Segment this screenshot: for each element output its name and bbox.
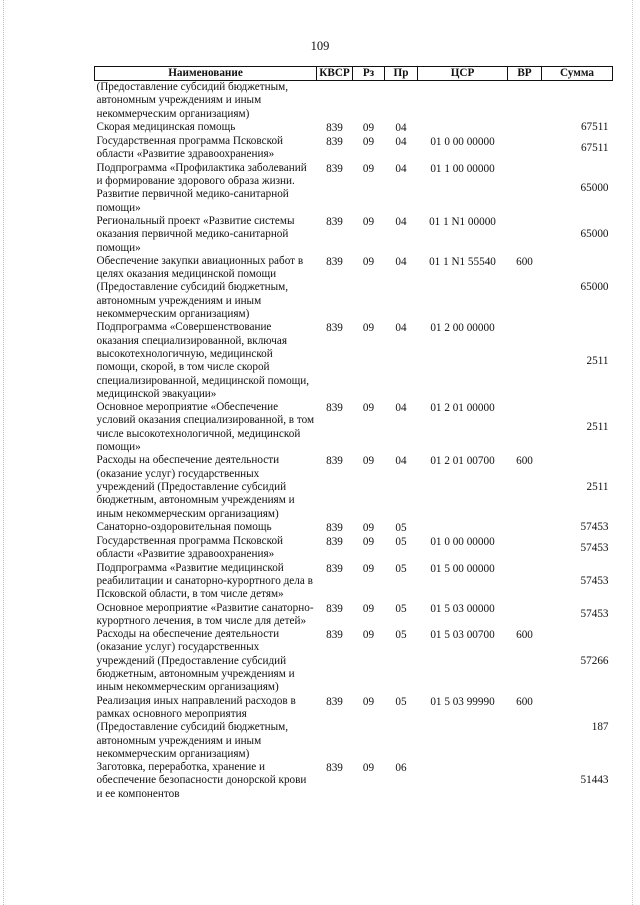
row-kvsr: 839 xyxy=(326,521,343,534)
row-rz: 09 xyxy=(362,322,375,335)
row-csr: 01 1 00 00000 xyxy=(430,162,495,175)
row-csr xyxy=(418,761,508,801)
row-rz: 09 xyxy=(362,521,375,534)
table-row xyxy=(95,135,613,162)
scan-edge-left xyxy=(3,0,5,905)
row-vr xyxy=(508,121,542,135)
row-rz: 09 xyxy=(362,136,375,149)
table-header xyxy=(95,67,613,81)
row-name: Основное мероприятие «Обеспечение условий оказания специализированной, в том числе высокотехнологичной, медицинской помощи» xyxy=(96,401,315,454)
row-kvsr: 839 xyxy=(326,215,343,228)
row-csr: 01 5 00 00000 xyxy=(430,562,495,575)
row-kvsr: 839 xyxy=(326,136,343,149)
row-vr xyxy=(508,602,542,629)
row-sum: 65000 xyxy=(580,228,609,241)
row-rz xyxy=(353,81,385,121)
table-row xyxy=(95,81,613,121)
row-pr: 04 xyxy=(395,455,407,468)
row-rz: 09 xyxy=(362,255,375,268)
row-pr: 05 xyxy=(395,602,407,615)
row-vr: 600 xyxy=(516,695,533,708)
row-name: Расходы на обеспечение деятельности (оказание услуг) государственных учреждений (Предоставление субсидий бюджетным, автономным учреждениям и иным некоммерческим организациям) xyxy=(96,628,295,694)
row-sum: 65000 xyxy=(580,181,609,194)
row-pr: 05 xyxy=(395,562,407,575)
row-name: Обеспечение закупки авиационных работ в целях оказания медицинской помощи (Предоставление субсидий бюджетным, автономным учреждениям и иным некоммерческим организациям) xyxy=(96,254,304,321)
row-kvsr: 839 xyxy=(326,762,343,775)
row-csr xyxy=(418,81,508,121)
row-rz: 09 xyxy=(362,215,375,228)
row-kvsr: 839 xyxy=(326,695,343,708)
row-vr xyxy=(508,215,542,255)
table-row xyxy=(95,521,613,535)
row-vr xyxy=(508,321,542,401)
row-pr: 04 xyxy=(395,136,407,149)
row-sum: 2511 xyxy=(586,480,609,493)
table-row xyxy=(95,454,613,520)
row-rz: 09 xyxy=(362,602,375,615)
header-sum: Сумма xyxy=(542,67,613,81)
row-csr: 01 2 01 00700 xyxy=(430,455,495,468)
row-csr: 01 1 N1 55540 xyxy=(429,255,496,268)
row-vr xyxy=(508,761,542,801)
row-csr: 01 0 00 00000 xyxy=(430,536,495,549)
row-pr: 05 xyxy=(395,536,407,549)
row-vr xyxy=(508,521,542,535)
table-row xyxy=(95,121,613,135)
row-name: Подпрограмма «Профилактика заболеваний и формирование здорового образа жизни. Развитие первичной медико-санитарной помощи» xyxy=(96,161,307,214)
row-name: Подпрограмма «Совершенствование оказания специализированной, включая высокотехнологичную, медицинской помощи, скорой, в том числе скорой специализированной, медицинской помощи, медицинской эвакуации» xyxy=(96,321,310,400)
header-kvsr: КВСР xyxy=(317,67,353,81)
row-vr xyxy=(508,401,542,454)
row-name: Подпрограмма «Развитие медицинской реабилитации и санаторно-курортного дела в Псковской области, в том числе детям» xyxy=(96,561,313,601)
row-sum: 57266 xyxy=(580,654,609,667)
row-kvsr: 839 xyxy=(326,121,343,134)
row-sum: 67511 xyxy=(580,141,609,154)
row-csr: 01 2 01 00000 xyxy=(430,402,495,415)
row-sum: 57453 xyxy=(580,574,609,587)
row-kvsr xyxy=(317,81,353,121)
row-vr xyxy=(508,162,542,215)
row-csr: 01 2 00 00000 xyxy=(430,322,495,335)
row-name: Региональный проект «Развитие системы оказания первичной медико-санитарной помощи» xyxy=(96,214,295,254)
row-pr: 04 xyxy=(395,162,407,175)
row-vr xyxy=(508,562,542,602)
row-sum: 2511 xyxy=(586,354,609,367)
row-kvsr: 839 xyxy=(326,402,343,415)
row-pr: 04 xyxy=(395,402,407,415)
table-row xyxy=(95,562,613,602)
row-pr: 04 xyxy=(395,215,407,228)
row-rz: 09 xyxy=(362,762,375,775)
row-sum: 187 xyxy=(591,721,609,734)
row-name: Заготовка, переработка, хранение и обеспечение безопасности донорской крови и ее компонентов xyxy=(96,761,307,800)
row-pr xyxy=(385,81,418,121)
row-rz: 09 xyxy=(362,402,375,415)
row-csr xyxy=(418,121,508,135)
header-csr: ЦСР xyxy=(418,67,508,81)
row-vr xyxy=(508,135,542,162)
row-vr xyxy=(508,81,542,121)
row-name: Государственная программа Псковской области «Развитие здравоохранения» xyxy=(96,135,284,161)
table-row xyxy=(95,321,613,401)
header-vr: ВР xyxy=(508,67,542,81)
row-name: (Предоставление субсидий бюджетным, автономным учреждениям и иным некоммерческим организациям) xyxy=(96,81,289,120)
row-sum: 57453 xyxy=(580,608,609,621)
row-pr: 05 xyxy=(395,521,407,534)
row-name: Санаторно-оздоровительная помощь xyxy=(96,520,272,533)
table-row xyxy=(95,602,613,629)
row-kvsr: 839 xyxy=(326,629,343,642)
row-vr: 600 xyxy=(516,455,533,468)
row-rz: 09 xyxy=(362,455,375,468)
row-rz: 09 xyxy=(362,162,375,175)
row-sum: 2511 xyxy=(586,421,609,434)
row-sum: 57453 xyxy=(580,521,609,534)
table-row xyxy=(95,401,613,454)
row-name: Государственная программа Псковской области «Развитие здравоохранения» xyxy=(96,535,284,561)
row-pr: 06 xyxy=(395,762,407,775)
table-row xyxy=(95,695,613,761)
budget-table xyxy=(94,66,613,801)
row-kvsr: 839 xyxy=(326,162,343,175)
page-number: 109 xyxy=(310,39,330,53)
row-csr: 01 0 00 00000 xyxy=(430,136,495,149)
row-kvsr: 839 xyxy=(326,255,343,268)
row-sum: 65000 xyxy=(580,281,609,294)
table-row xyxy=(95,628,613,694)
row-sum: 67511 xyxy=(580,121,609,134)
row-pr: 04 xyxy=(395,121,407,134)
row-csr: 01 5 03 00700 xyxy=(430,629,495,642)
header-pr: Пр xyxy=(385,67,418,81)
row-kvsr: 839 xyxy=(326,322,343,335)
scan-edge-right xyxy=(632,0,634,905)
row-csr: 01 1 N1 00000 xyxy=(429,215,496,228)
row-rz: 09 xyxy=(362,562,375,575)
row-pr: 04 xyxy=(395,322,407,335)
table-row xyxy=(95,162,613,215)
row-kvsr: 839 xyxy=(326,455,343,468)
row-vr: 600 xyxy=(516,255,533,268)
row-pr: 04 xyxy=(395,255,407,268)
row-vr: 600 xyxy=(516,629,533,642)
row-kvsr: 839 xyxy=(326,536,343,549)
row-rz: 09 xyxy=(362,536,375,549)
row-sum: 57453 xyxy=(580,541,609,554)
row-csr xyxy=(418,521,508,535)
row-vr xyxy=(508,535,542,562)
header-name: Наименование xyxy=(95,67,317,81)
row-pr: 05 xyxy=(395,629,407,642)
row-sum: 51443 xyxy=(580,774,609,787)
row-rz: 09 xyxy=(362,121,375,134)
table-row xyxy=(95,215,613,255)
row-name: Реализация иных направлений расходов в рамках основного мероприятия (Предоставление субсидий бюджетным, автономным учреждениям и иным некоммерческим организациям) xyxy=(96,694,296,760)
row-name: Скорая медицинская помощь xyxy=(96,120,236,133)
row-csr: 01 5 03 00000 xyxy=(430,602,495,615)
header-rz: Рз xyxy=(353,67,385,81)
row-kvsr: 839 xyxy=(326,562,343,575)
row-name: Основное мероприятие «Развитие санаторно-курортного лечения, в том числе для детей» xyxy=(96,601,314,627)
row-csr: 01 5 03 99990 xyxy=(430,695,495,708)
row-name: Расходы на обеспечение деятельности (оказание услуг) государственных учреждений (Предоставление субсидий бюджетным, автономным учреждениям и иным некоммерческим организациям) xyxy=(96,454,295,520)
table-row xyxy=(95,255,613,321)
row-kvsr: 839 xyxy=(326,602,343,615)
row-rz: 09 xyxy=(362,695,375,708)
row-pr: 05 xyxy=(395,695,407,708)
row-sum xyxy=(542,81,613,121)
row-rz: 09 xyxy=(362,629,375,642)
table-body xyxy=(95,81,613,802)
table-row xyxy=(95,535,613,562)
table-row xyxy=(95,761,613,801)
